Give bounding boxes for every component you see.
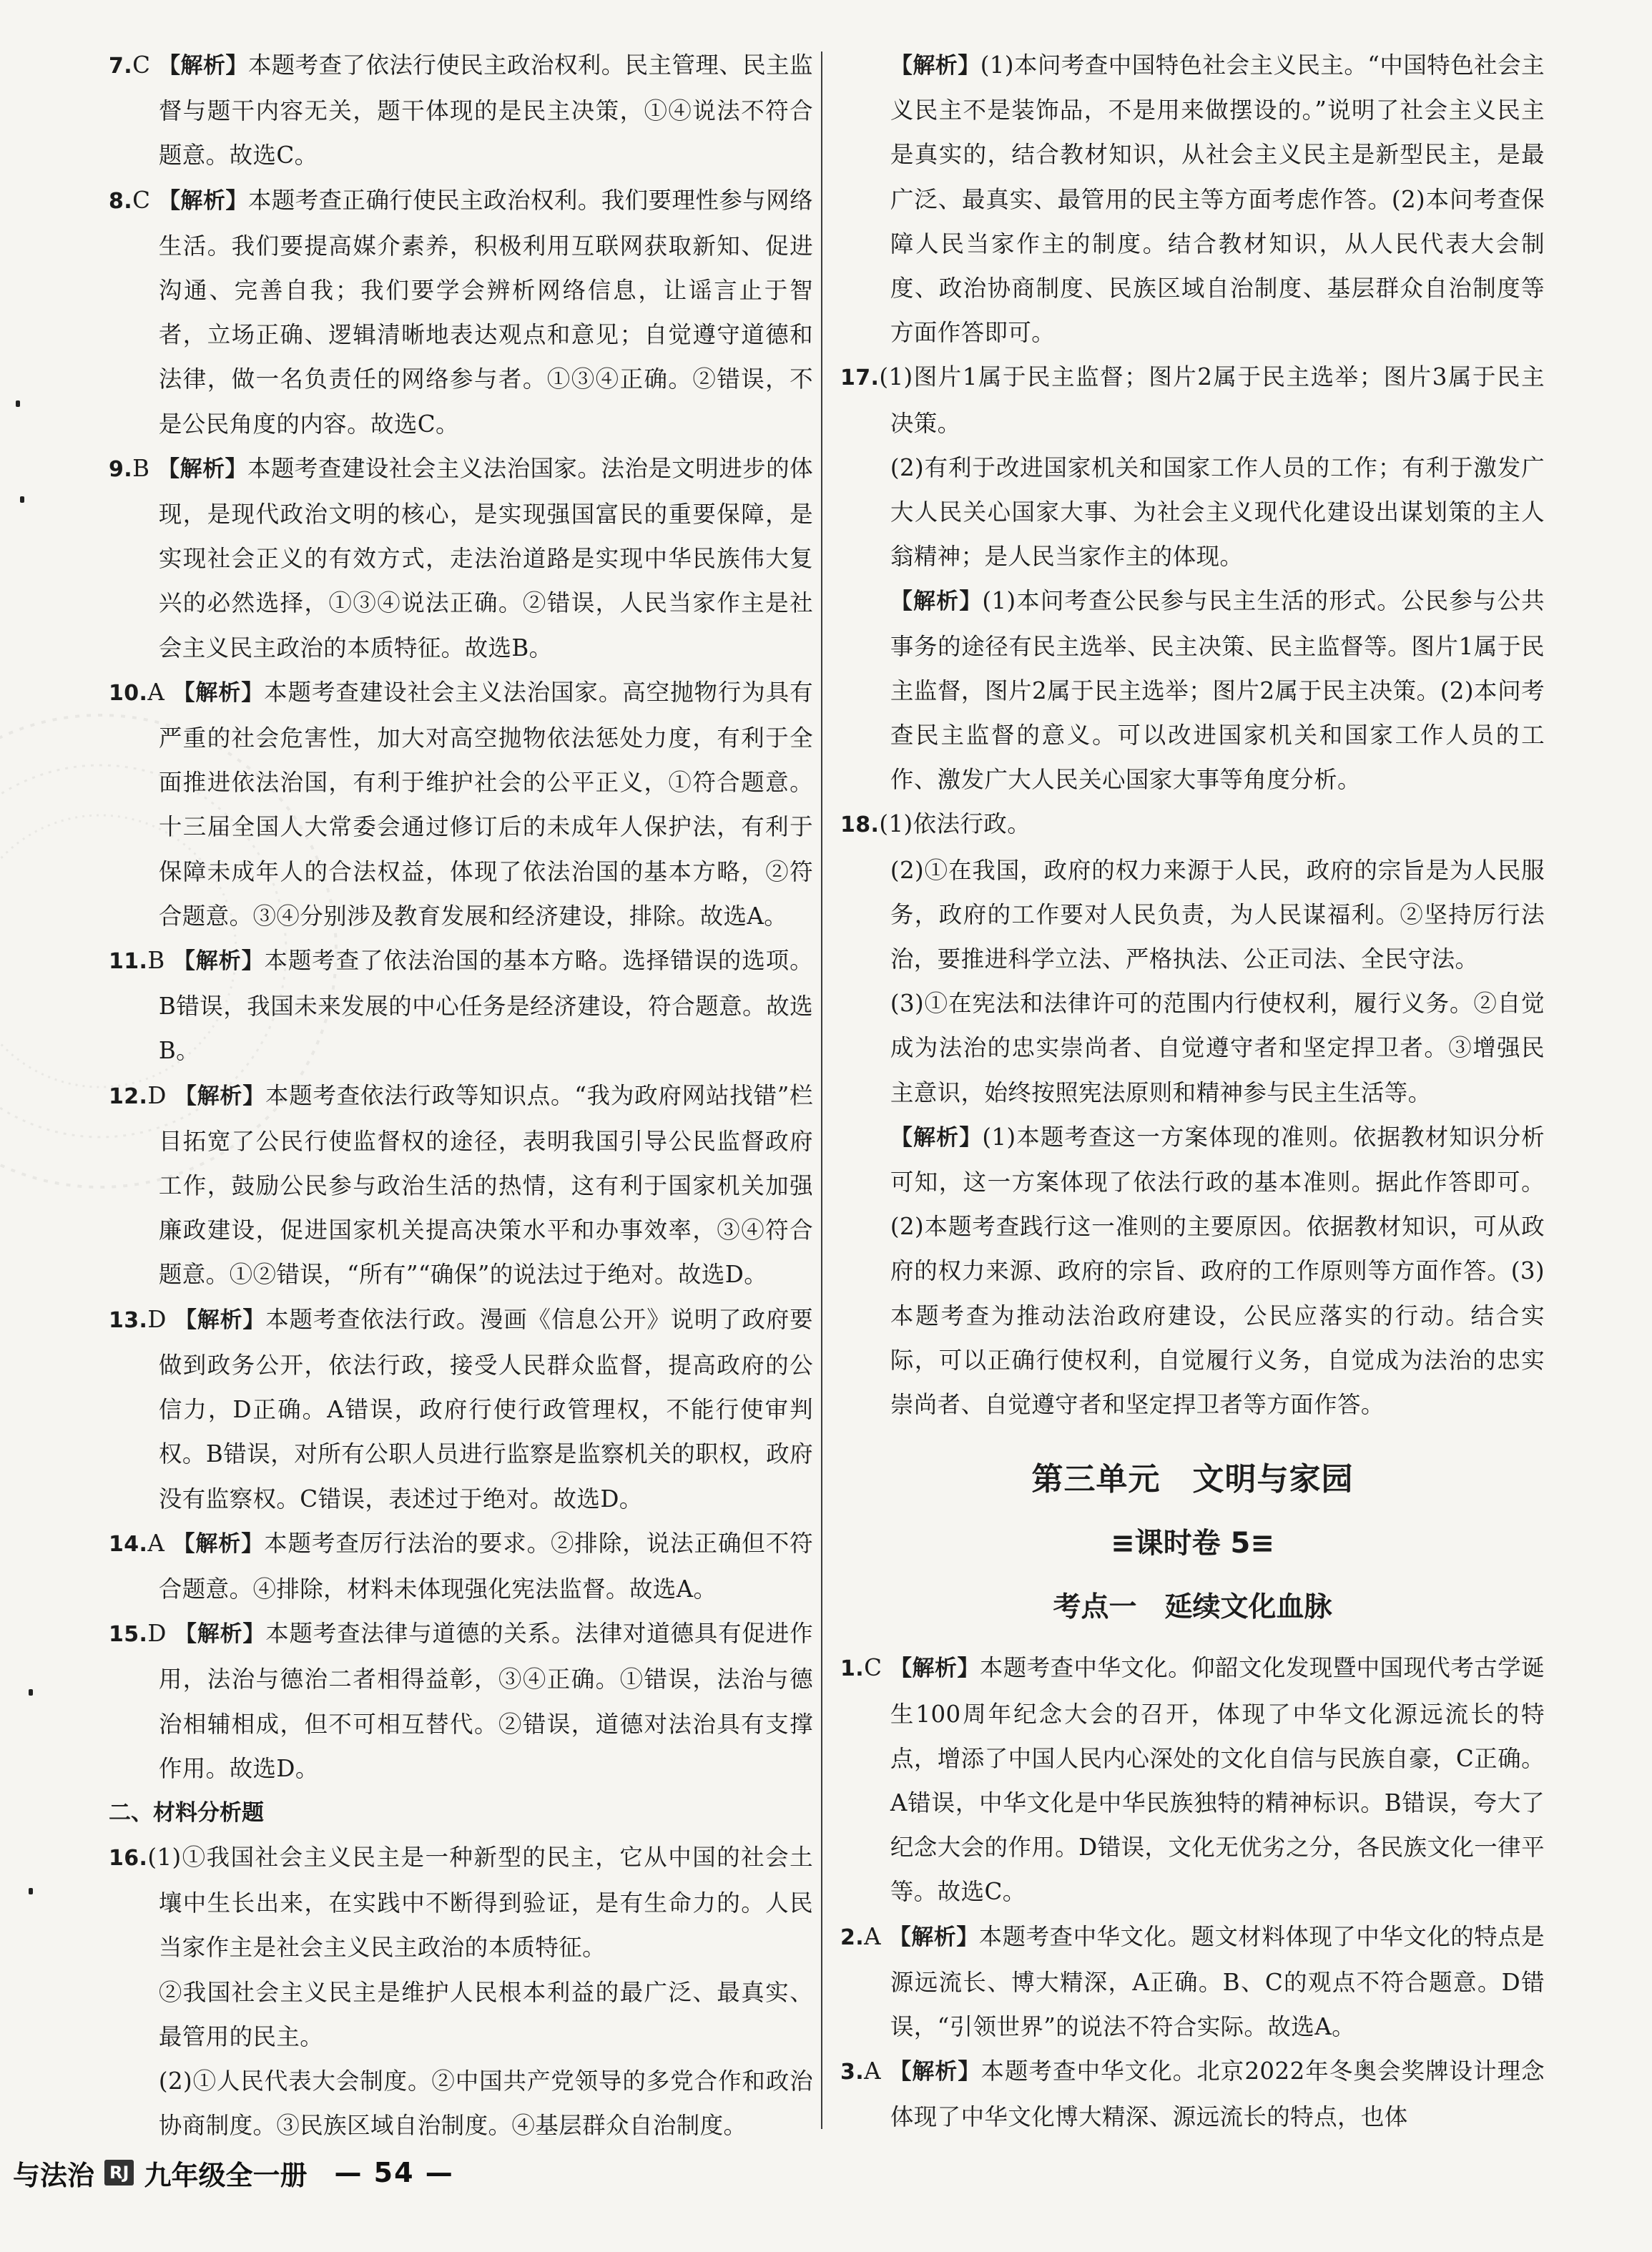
q16-first-line: 16.(1)①我国社会主义民主是一种新型的民主，它从中国的社会土壤中生长出来，在实践中不断得到验证，是有生命力的。人民当家作主是社会主义民主政治的本质特征。 bbox=[109, 1843, 813, 1962]
answer-item bbox=[109, 670, 813, 938]
analysis-tag: 【解析】 bbox=[172, 948, 265, 975]
item-number: 11. bbox=[109, 949, 148, 975]
column-divider bbox=[821, 51, 822, 2129]
answer-item bbox=[109, 446, 813, 670]
page-footer bbox=[13, 2148, 454, 2198]
item-answer: C bbox=[864, 1654, 882, 1682]
item-body: 本题考查了依法行使民主政治权利。民主管理、民主监督与题干内容无关，题干体现的是民主决策，①④说法不符合题意。故选C。 bbox=[158, 51, 813, 169]
item-answer: C bbox=[132, 51, 151, 79]
q17-first-line: 17.(1)图片1属于民主监督；图片2属于民主选举；图片3属于民主决策。 bbox=[840, 363, 1545, 437]
q16-analysis: 【解析】(1)本问考查中国特色社会主义民主。“中国特色社会主义民主不是装饰品，不是用来做摆设的。”说明了社会主义民主是真实的，结合教材知识，从社会主义民主是新型民主，是最广泛、最真实、最管用的民主等方面考虑作答。(2)本问考查保障人民当家作主的制度。结合教材知识，从人民代表大会制度、政治协商制度、民族区域自治制度、基层群众自治制度等方面作答即可。 bbox=[890, 51, 1545, 347]
footer-subject: 与法治 bbox=[13, 2159, 95, 2191]
analysis-tag: 【解析】 bbox=[174, 1621, 266, 1648]
margin-mark bbox=[20, 496, 24, 503]
item-number: 14. bbox=[109, 1531, 148, 1557]
answer-item bbox=[840, 1914, 1545, 2050]
item-number: 9. bbox=[109, 456, 133, 482]
edition-badge: RJ bbox=[104, 2160, 134, 2185]
answer-item bbox=[109, 1521, 813, 1611]
margin-mark bbox=[16, 400, 20, 407]
question-18 bbox=[840, 802, 1545, 1427]
item-number: 2. bbox=[840, 1924, 865, 1950]
item-body: 本题考查建设社会主义法治国家。高空抛物行为具有严重的社会危害性，加大对高空抛物依法惩处力度，有利于全面推进依法治国，有利于维护社会的公平正义，①符合题意。十三届全国人大常委会通过修订后的未成年人保护法，有利于保障未成年人的合法权益，体现了依法治国的基本方略，②符合题意。③④分别涉及教育发展和经济建设，排除。故选A。 bbox=[158, 678, 814, 930]
item-answer: A bbox=[147, 678, 165, 706]
item-body: 本题考查中华文化。仰韶文化发现暨中国现代考古学诞生100周年纪念大会的召开，体现了中华文化源远流长的特点，增添了中国人民内心深处的文化自信与民族自豪，C正确。A错误，中华文化是中华民族独特的精神标识。B错误，夸大了纪念大会的作用。D错误，文化无优劣之分，各民族文化一律平等。故选C。 bbox=[890, 1654, 1545, 1906]
q18-first-line: 18.(1)依法行政。 bbox=[840, 810, 1031, 838]
right-answer-list bbox=[840, 1646, 1545, 2139]
analysis-tag: 【解析】 bbox=[157, 456, 248, 482]
answer-item bbox=[109, 178, 813, 446]
analysis-tag: 【解析】 bbox=[174, 1083, 265, 1109]
analysis-tag: 【解析】 bbox=[888, 1924, 979, 1950]
analysis-tag: 【解析】 bbox=[890, 1656, 980, 1682]
margin-mark bbox=[29, 1888, 33, 1894]
q18-line: (2)①在我国，政府的权力来源于人民，政府的宗旨是为人民服务，政府的工作要对人民负责，为人民谋福利。②坚持厉行法治，要推进科学立法、严格执法、公正司法、全民守法。 bbox=[890, 856, 1545, 973]
item-body: 本题考查法律与道德的关系。法律对道德具有促进作用，法治与德治二者相得益彰，③④正确。①错误，法治与德治相辅相成，但不可相互替代。②错误，道德对法治具有支撑作用。故选D。 bbox=[158, 1620, 813, 1782]
page-number: — 54 — bbox=[334, 2157, 454, 2188]
item-number: 10. bbox=[109, 680, 148, 706]
analysis-tag: 【解析】 bbox=[174, 1307, 266, 1333]
analysis-tag: 【解析】 bbox=[158, 53, 248, 79]
q18-line: (3)①在宪法和法律许可的范围内行使权利，履行义务。②自觉成为法治的忠实崇尚者、自觉遵守者和坚定捍卫者。③增强民主意识，始终按照宪法原则和精神参与民主生活等。 bbox=[890, 990, 1545, 1106]
q18-analysis: 【解析】(1)本题考查这一方案体现的准则。依据教材知识分析可知，这一方案体现了依法行政的基本准则。据此作答即可。(2)本题考查践行这一准则的主要原因。依据教材知识，可从政府的权力来源、政府的宗旨、政府的工作原则等方面作答。(3)本题考查为推动法治政府建设，公民应落实的行动。结合实际，可以正确行使权利，自觉履行义务，自觉成为法治的忠实崇尚者、自觉遵守者和坚定捍卫者等方面作答。 bbox=[890, 1123, 1545, 1419]
item-body: 本题考查了依法治国的基本方略。选择错误的选项。B错误，我国未来发展的中心任务是经济建设，符合题意。故选B。 bbox=[158, 947, 814, 1065]
item-answer: D bbox=[147, 1305, 167, 1333]
unit-title: 第三单元 文明与家园 bbox=[1031, 1461, 1354, 1498]
item-answer: B bbox=[132, 454, 150, 482]
answer-item bbox=[840, 2049, 1545, 2139]
item-body: 本题考查厉行法治的要求。②排除，说法正确但不符合题意。④排除，材料未体现强化宪法监督。故选A。 bbox=[158, 1529, 814, 1603]
footer-grade: 九年级全一册 bbox=[144, 2159, 308, 2191]
item-number: 15. bbox=[109, 1622, 148, 1648]
analysis-tag: 【解析】 bbox=[158, 187, 248, 214]
answer-item bbox=[109, 1297, 813, 1521]
item-answer: A bbox=[147, 1529, 165, 1557]
item-answer: A bbox=[864, 2057, 881, 2085]
analysis-tag: 【解析】 bbox=[172, 679, 265, 706]
left-answer-list bbox=[109, 43, 813, 1791]
item-body: 本题考查建设社会主义法治国家。法治是文明进步的体现，是现代政治文明的核心，是实现强国富民的重要保障，是实现社会正义的有效方式，走法治道路是实现中华民族伟大复兴的必然选择，①③④说法正确。②错误，人民当家作主是社会主义民主政治的本质特征。故选B。 bbox=[158, 454, 813, 662]
answer-item bbox=[109, 1073, 813, 1297]
item-answer: D bbox=[147, 1081, 167, 1109]
item-body: 本题考查依法行政等知识点。“我为政府网站找错”栏目拓宽了公民行使监督权的途径，表明我国引导公民监督政府工作，鼓励公民参与政治生活的热情，这有利于国家机关加强廉政建设，促进国家机关提高决策水平和办事效率，③④符合题意。①②错误，“所有”“确保”的说法过于绝对。故选D。 bbox=[158, 1081, 813, 1289]
right-column bbox=[840, 43, 1545, 2140]
answer-item bbox=[109, 938, 813, 1073]
section-heading: 二、材料分析题 bbox=[109, 1799, 264, 1826]
question-17 bbox=[840, 355, 1545, 802]
item-number: 13. bbox=[109, 1307, 148, 1333]
item-number: 12. bbox=[109, 1083, 148, 1109]
item-number: 7. bbox=[109, 54, 133, 79]
q17-analysis: 【解析】(1)本问考查公民参与民主生活的形式。公民参与公共事务的途径有民主选举、民主决策、民主监督等。图片1属于民主监督，图片2属于民主选举；图片2属于民主决策。(2)本问考查民主监督的意义。可以改进国家机关和国家工作人员的工作、激发广大人民关心国家大事等角度分析。 bbox=[890, 587, 1545, 794]
analysis-tag: 【解析】 bbox=[889, 2059, 981, 2085]
q17-number: 17. bbox=[840, 365, 880, 391]
item-number: 3. bbox=[840, 2060, 865, 2085]
item-body: 本题考查中华文化。题文材料体现了中华文化的特点是源远流长、博大精深，A正确。B、C的观点不符合题意。D错误，“引领世界”的说法不符合实际。故选A。 bbox=[890, 1922, 1545, 2040]
item-body: 本题考查中华文化。北京2022年冬奥会奖牌设计理念体现了中华文化博大精深、源远流长的特点，也体 bbox=[890, 2057, 1545, 2131]
lesson-title: ≡课时卷 5≡ bbox=[1111, 1527, 1274, 1560]
margin-mark bbox=[29, 1689, 33, 1696]
point-title: 考点一 延续文化血脉 bbox=[1053, 1591, 1332, 1624]
item-answer: B bbox=[147, 947, 165, 975]
q16-number: 16. bbox=[109, 1845, 148, 1871]
answer-item bbox=[109, 43, 813, 178]
q17-line: (2)有利于改进国家机关和国家工作人员的工作；有利于激发广大人民关心国家大事、为社会主义现代化建设出谋划策的主人翁精神；是人民当家作主的体现。 bbox=[890, 453, 1545, 571]
q16-line: ②我国社会主义民主是维护人民根本利益的最广泛、最真实、最管用的民主。 bbox=[158, 1978, 813, 2050]
item-body: 本题考查依法行政。漫画《信息公开》说明了政府要做到政务公开，依法行政，接受人民群众监督，提高政府的公信力，D正确。A错误，政府行使行政管理权，不能行使审判权。B错误，对所有公职人员进行监察是监察机关的职权，政府没有监察权。C错误，表述过于绝对。故选D。 bbox=[158, 1305, 813, 1513]
q18-number: 18. bbox=[840, 812, 880, 838]
question-16 bbox=[109, 1835, 813, 2148]
left-column bbox=[109, 43, 813, 2148]
item-number: 1. bbox=[840, 1656, 865, 1682]
q16-line: (2)①人民代表大会制度。②中国共产党领导的多党合作和政治协商制度。③民族区域自治制度。④基层群众自治制度。 bbox=[158, 2067, 813, 2140]
item-body: 本题考查正确行使民主政治权利。我们要理性参与网络生活。我们要提高媒介素养，积极利用互联网获取新知、促进沟通、完善自我；我们要学会辨析网络信息，让谣言止于智者，立场正确、逻辑清晰地表达观点和意见；自觉遵守道德和法律，做一名负责任的网络参与者。①③④正确。②错误，不是公民角度的内容。故选C。 bbox=[158, 186, 813, 438]
answer-item bbox=[109, 1611, 813, 1791]
item-answer: C bbox=[132, 186, 151, 214]
analysis-tag: 【解析】 bbox=[172, 1530, 265, 1557]
item-number: 8. bbox=[109, 188, 133, 214]
item-answer: D bbox=[147, 1620, 167, 1648]
item-answer: A bbox=[864, 1922, 881, 1950]
answer-item bbox=[840, 1646, 1545, 1914]
